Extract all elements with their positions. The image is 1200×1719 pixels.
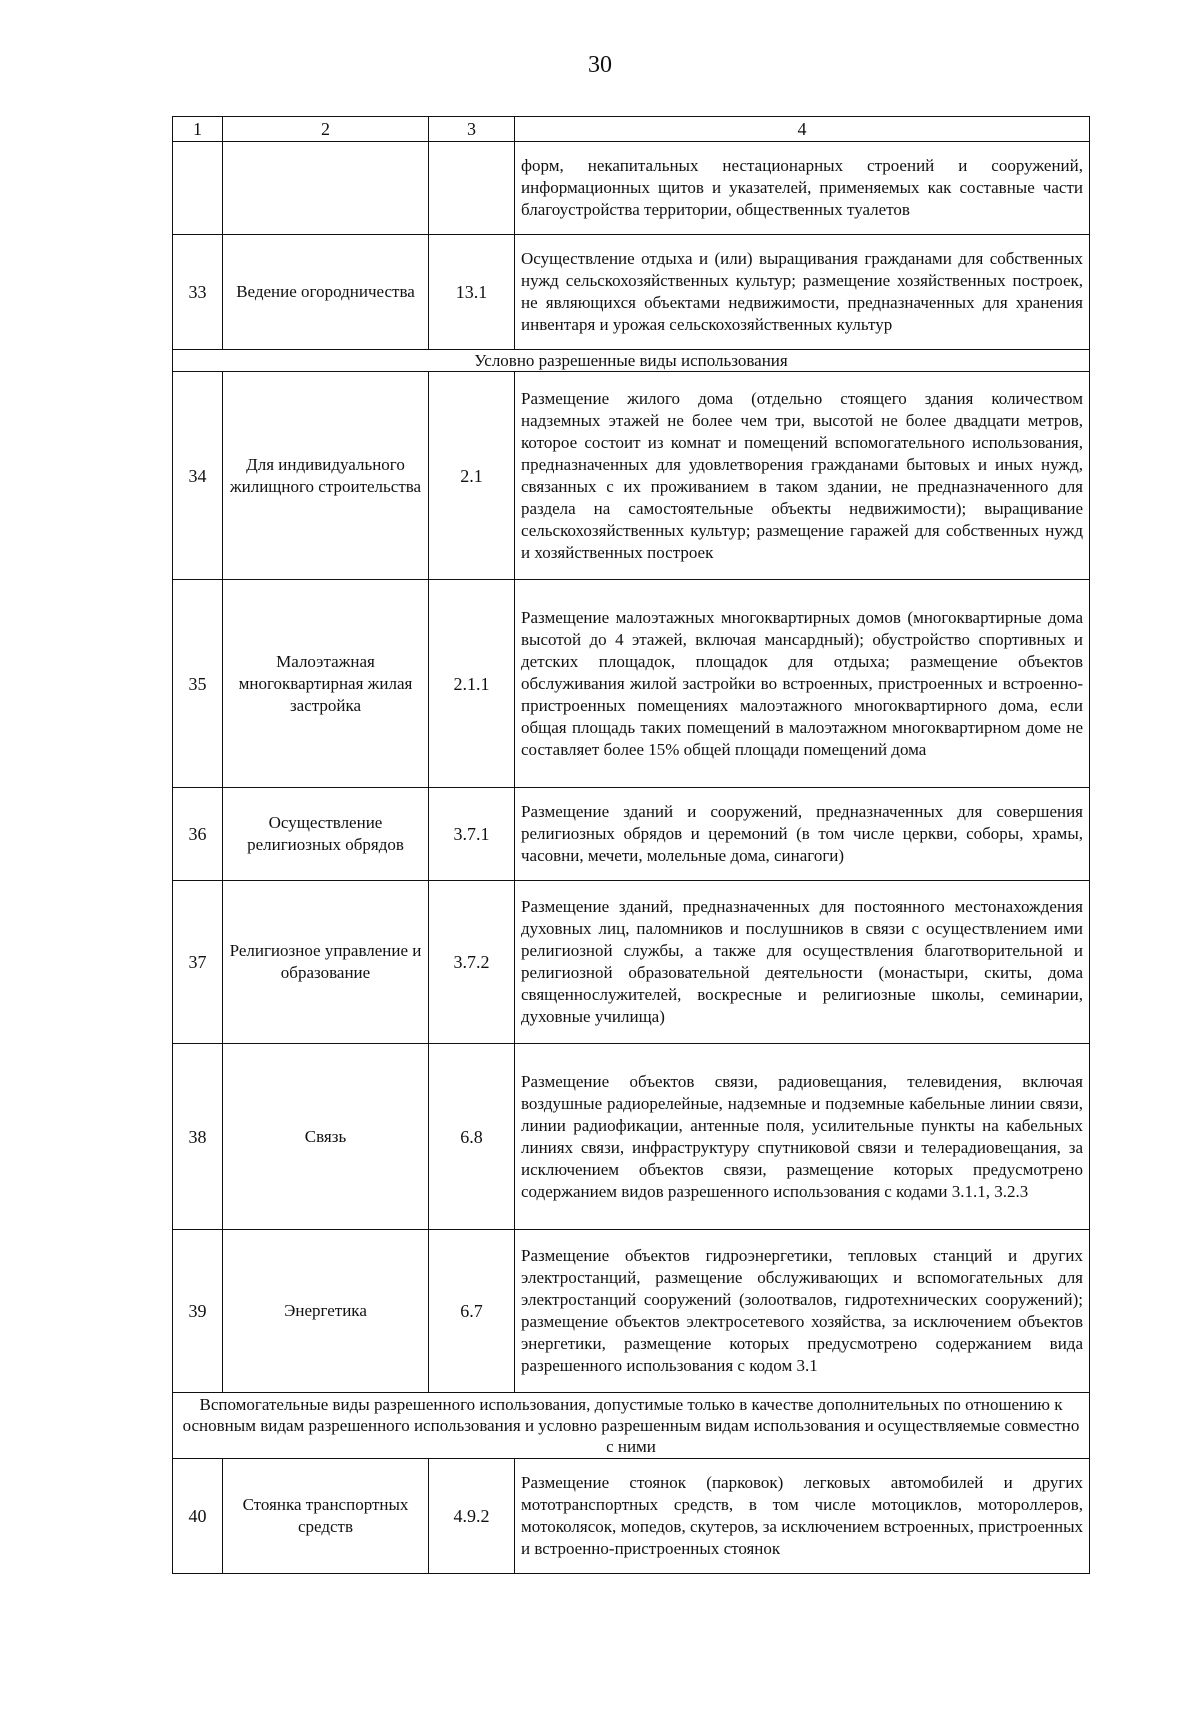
use-name: Ведение огородничества: [223, 235, 429, 350]
page-number: 30: [588, 52, 612, 78]
use-code: 2.1.1: [429, 580, 515, 788]
land-use-table: [172, 116, 1090, 1574]
use-code: [429, 142, 515, 235]
row-number: 36: [173, 788, 223, 881]
row-number: 37: [173, 881, 223, 1044]
use-name: Энергетика: [223, 1230, 429, 1393]
table-row: [173, 881, 1090, 1044]
use-description: Размещение стоянок (парковок) легковых автомобилей и других мототранспортных средств, в том числе мотоциклов, мотороллеров, мотоколясок, мопедов, скутеров, за исключением встроенных, пристроенных и встроенно-пристроенных стоянок: [515, 1459, 1090, 1574]
use-name: [223, 142, 429, 235]
use-name: Для индивидуального жилищного строительства: [223, 372, 429, 580]
use-description: Размещение объектов гидроэнергетики, тепловых станций и других электростанций, размещение обслуживающих и вспомогательных для электростанций сооружений (золоотвалов, гидротехнических сооружений); размещение объектов электросетевого хозяйства, за исключением объектов энергетики, размещение которых предусмотрено содержанием вида разрешенного использования с кодом 3.1: [515, 1230, 1090, 1393]
table-row: [173, 1459, 1090, 1574]
use-code: 3.7.2: [429, 881, 515, 1044]
use-name: Малоэтажная многоквартирная жилая застройка: [223, 580, 429, 788]
row-number: 35: [173, 580, 223, 788]
use-name: Осуществление религиозных обрядов: [223, 788, 429, 881]
section-row: [173, 1393, 1090, 1459]
row-number: 34: [173, 372, 223, 580]
column-header-3: 3: [429, 117, 515, 142]
use-description: Осуществление отдыха и (или) выращивания гражданами для собственных нужд сельскохозяйственных культур; размещение хозяйственных построек, не являющихся объектами недвижимости, предназначенных для хранения инвентаря и урожая сельскохозяйственных культур: [515, 235, 1090, 350]
header-row: [173, 117, 1090, 142]
table-row: [173, 1044, 1090, 1230]
row-number: [173, 142, 223, 235]
use-code: 2.1: [429, 372, 515, 580]
table-row: [173, 235, 1090, 350]
use-description: Размещение зданий и сооружений, предназначенных для совершения религиозных обрядов и церемоний (в том числе церкви, соборы, храмы, часовни, мечети, молельные дома, синагоги): [515, 788, 1090, 881]
use-description: форм, некапитальных нестационарных строений и сооружений, информационных щитов и указателей, применяемых как составные части благоустройства территории, общественных туалетов: [515, 142, 1090, 235]
use-code: 13.1: [429, 235, 515, 350]
use-description: Размещение зданий, предназначенных для постоянного местонахождения духовных лиц, паломников и послушников в связи с осуществлением ими религиозной службы, а также для осуществления благотворительной и религиозной образовательной деятельности (монастыри, скиты, дома священнослужителей, воскресные и религиозные школы, семинарии, духовные училища): [515, 881, 1090, 1044]
use-code: 6.7: [429, 1230, 515, 1393]
use-code: 3.7.1: [429, 788, 515, 881]
row-number: 38: [173, 1044, 223, 1230]
use-description: Размещение объектов связи, радиовещания, телевидения, включая воздушные радиорелейные, надземные и подземные кабельные линии связи, линии радиофикации, антенные поля, усилительные пункты на кабельных линиях связи, инфраструктуру спутниковой связи и телерадиовещания, за исключением объектов связи, размещение которых предусмотрено содержанием видов разрешенного использования с кодами 3.1.1, 3.2.3: [515, 1044, 1090, 1230]
row-number: 39: [173, 1230, 223, 1393]
table-row: [173, 372, 1090, 580]
column-header-1: 1: [173, 117, 223, 142]
use-name: Стоянка транспортных средств: [223, 1459, 429, 1574]
use-name: Связь: [223, 1044, 429, 1230]
use-code: 4.9.2: [429, 1459, 515, 1574]
use-description: Размещение малоэтажных многоквартирных домов (многоквартирные дома высотой до 4 этажей, включая мансардный); обустройство спортивных и детских площадок, площадок для отдыха; размещение объектов обслуживания жилой застройки во встроенных, пристроенных и встроенно-пристроенных помещениях малоэтажного многоквартирного дома, если общая площадь таких помещений в малоэтажном многоквартирном доме не составляет более 15% общей площади помещений дома: [515, 580, 1090, 788]
use-code: 6.8: [429, 1044, 515, 1230]
column-header-4: 4: [515, 117, 1090, 142]
row-number: 40: [173, 1459, 223, 1574]
table-row: [173, 788, 1090, 881]
table-row: [173, 580, 1090, 788]
use-description: Размещение жилого дома (отдельно стоящего здания количеством надземных этажей не более чем три, высотой не более двадцати метров, которое состоит из комнат и помещений вспомогательного использования, предназначенных для удовлетворения гражданами бытовых и иных нужд, связанных с их проживанием в таком здании, не предназначенного для раздела на самостоятельные объекты недвижимости); выращивание сельскохозяйственных культур; размещение гаражей для собственных нужд и хозяйственных построек: [515, 372, 1090, 580]
column-header-2: 2: [223, 117, 429, 142]
table-row: [173, 142, 1090, 235]
row-number: 33: [173, 235, 223, 350]
section-heading-conditional: Условно разрешенные виды использования: [173, 350, 1090, 372]
section-row: [173, 350, 1090, 372]
section-heading-auxiliary: Вспомогательные виды разрешенного использования, допустимые только в качестве дополнительных по отношению к основным видам разрешенного использования и условно разрешенным видам использования и осуществляемые совместно с ними: [173, 1393, 1090, 1459]
table-row: [173, 1230, 1090, 1393]
use-name: Религиозное управление и образование: [223, 881, 429, 1044]
